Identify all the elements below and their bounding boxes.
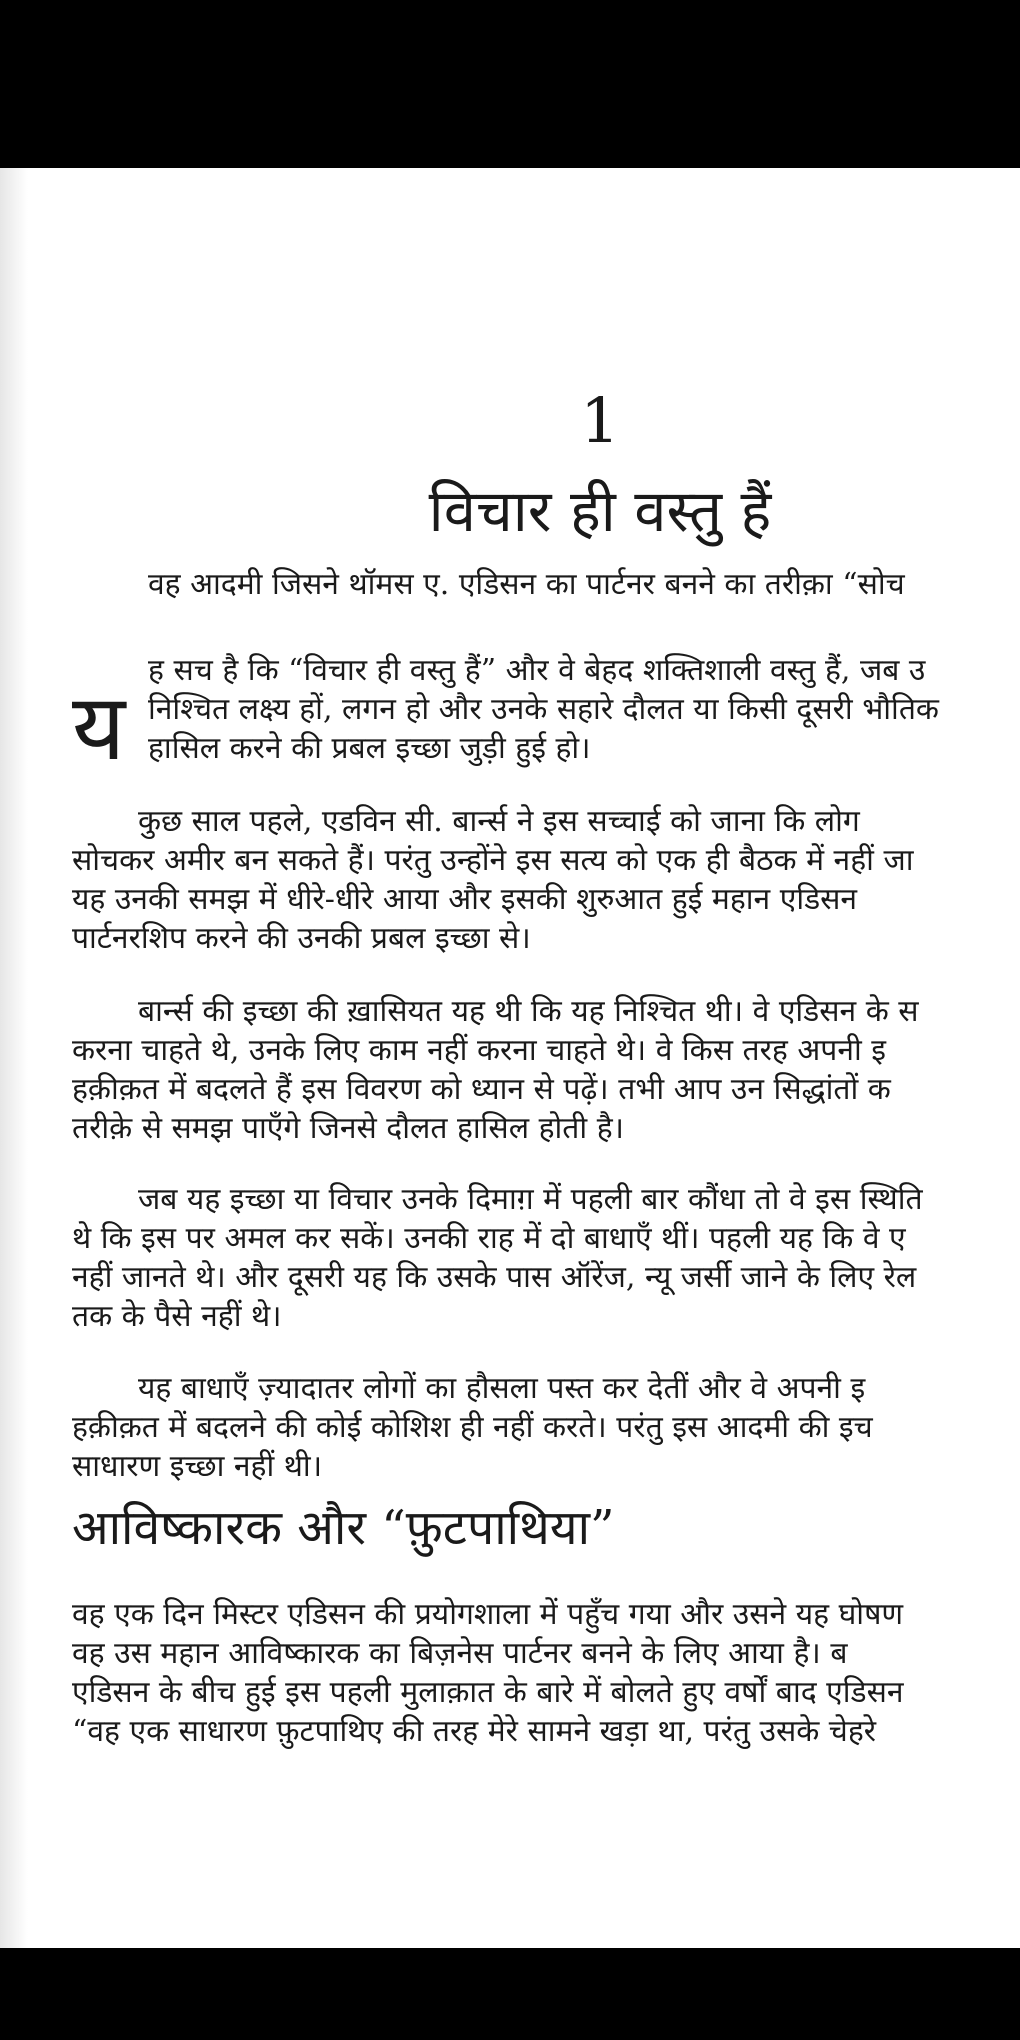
section-heading: आविष्कारक और “फ़ुटपाथिया”: [72, 1500, 615, 1556]
chapter-subtitle: वह आदमी जिसने थॉमस ए. एडिसन का पार्टनर बनने का तरीक़ा “सोच: [148, 567, 905, 602]
drop-cap-letter: य: [72, 674, 126, 781]
paragraph-4-line-3: नहीं जानते थे। और दूसरी यह कि उसके पास ऑरेंज, न्यू जर्सी जाने के लिए रेल: [72, 1260, 917, 1295]
paragraph-1-line-2: निश्चित लक्ष्य हों, लगन हो और उनके सहारे दौलत या किसी दूसरी भौतिक: [148, 692, 939, 727]
paragraph-2-line-3: यह उनकी समझ में धीरे-धीरे आया और इसकी शुरुआत हुई महान एडिसन: [72, 882, 858, 917]
paragraph-2-line-2: सोचकर अमीर बन सकते हैं। परंतु उन्होंने इस सत्य को एक ही बैठक में नहीं जा: [72, 843, 914, 878]
paragraph-1-line-1: ह सच है कि “विचार ही वस्तु हैं” और वे बेहद शक्तिशाली वस्तु हैं, जब उ: [148, 653, 926, 688]
paragraph-3-line-2: करना चाहते थे, उनके लिए काम नहीं करना चाहते थे। वे किस तरह अपनी इ: [72, 1033, 887, 1068]
paragraph-3-line-3: हक़ीक़त में बदलते हैं इस विवरण को ध्यान से पढ़ें। तभी आप उन सिद्धांतों क: [72, 1072, 891, 1107]
section-line-1: वह एक दिन मिस्टर एडिसन की प्रयोगशाला में पहुँच गया और उसने यह घोषण: [72, 1597, 904, 1632]
paragraph-3-line-4: तरीक़े से समझ पाएँगे जिनसे दौलत हासिल होती है।: [72, 1111, 624, 1146]
chapter-title: विचार ही वस्तु हैं: [428, 477, 772, 545]
paragraph-4-line-2: थे कि इस पर अमल कर सकें। उनकी राह में दो बाधाएँ थीं। पहली यह कि वे ए: [72, 1221, 906, 1256]
paragraph-2-line-4: पार्टनरशिप करने की उनकी प्रबल इच्छा से।: [72, 921, 531, 956]
paragraph-5-line-2: हक़ीक़त में बदलने की कोई कोशिश ही नहीं करते। परंतु इस आदमी की इच: [72, 1410, 873, 1445]
paragraph-1-line-3: हासिल करने की प्रबल इच्छा जुड़ी हुई हो।: [148, 731, 591, 766]
paragraph-4-line-4: तक के पैसे नहीं थे।: [72, 1299, 282, 1334]
paragraph-3-line-1: बार्न्स की इच्छा की ख़ासियत यह थी कि यह निश्चित थी। वे एडिसन के स: [138, 994, 919, 1029]
section-line-3: एडिसन के बीच हुई इस पहली मुलाक़ात के बारे में बोलते हुए वर्षों बाद एडिसन: [72, 1675, 904, 1710]
chapter-number: 1: [580, 384, 620, 457]
bottom-black-bar: [0, 1948, 1020, 2040]
paragraph-2-line-1: कुछ साल पहले, एडविन सी. बार्न्स ने इस सच्चाई को जाना कि लोग: [138, 804, 860, 839]
paragraph-5-line-3: साधारण इच्छा नहीं थी।: [72, 1449, 323, 1484]
book-page: [0, 168, 1020, 1948]
top-black-bar: [0, 0, 1020, 168]
paragraph-5-line-1: यह बाधाएँ ज़्यादातर लोगों का हौसला पस्त कर देतीं और वे अपनी इ: [138, 1371, 866, 1406]
section-line-2: वह उस महान आविष्कारक का बिज़नेस पार्टनर बनने के लिए आया है। ब: [72, 1636, 848, 1671]
section-line-4: “वह एक साधारण फ़ुटपाथिए की तरह मेरे सामने खड़ा था, परंतु उसके चेहरे: [72, 1714, 877, 1749]
paragraph-4-line-1: जब यह इच्छा या विचार उनके दिमाग़ में पहली बार कौंधा तो वे इस स्थिति: [138, 1182, 923, 1217]
